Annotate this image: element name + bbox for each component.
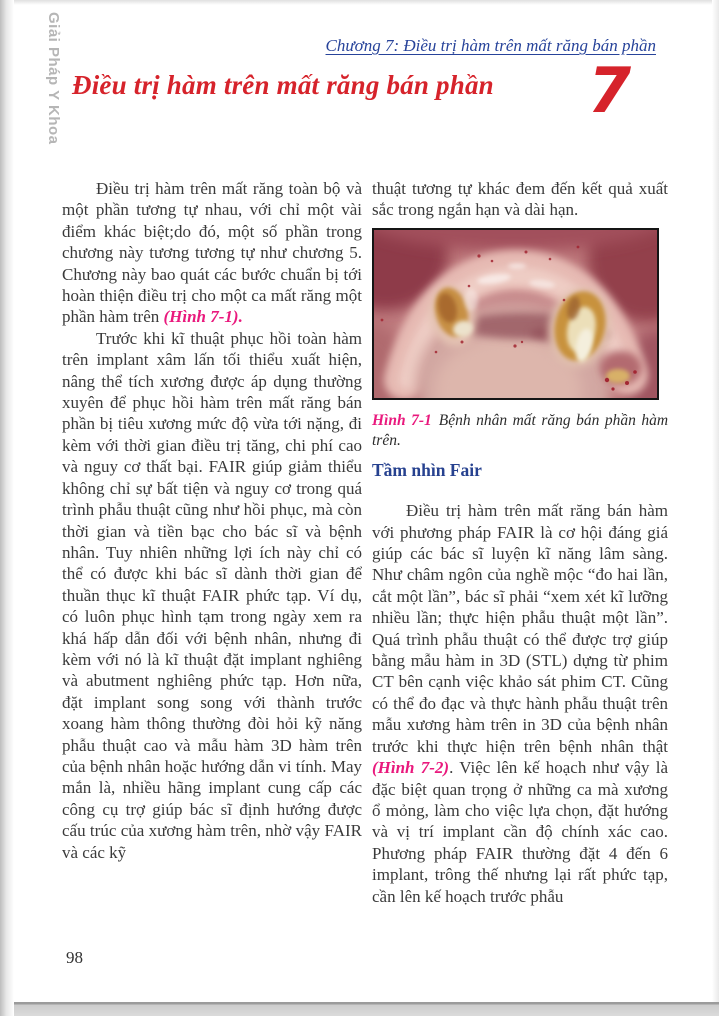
- figure-reference: (Hình 7-2): [372, 758, 450, 778]
- figure-reference: (Hình 7-1).: [163, 307, 243, 327]
- paragraph: [62, 328, 362, 863]
- clinical-photo-maxilla-icon: [372, 228, 659, 400]
- section-heading: Tầm nhìn Fair: [372, 459, 482, 480]
- figure-caption-label: Hình 7-1: [372, 411, 432, 429]
- paragraph-continuation: [372, 178, 668, 221]
- paragraph: [62, 178, 362, 328]
- figure-7-1: [372, 228, 668, 400]
- figure-caption-text: Bệnh nhân mất răng bán phần hàm trên.: [372, 411, 669, 449]
- running-header: Chương 7: Điều trị hàm trên mất răng bán phần: [325, 36, 656, 55]
- page-number: 98: [66, 948, 83, 967]
- text-segment: Điều trị hàm trên mất răng bán hàm với phương pháp FAIR là cơ hội đáng giá giúp các bác sĩ luyện kĩ năng lâm sàng. Như châm ngôn của nghề mộc “đo hai lần, cắt một lần”, bác sĩ phải “xem xét kĩ lưỡng nhiều lần; thực hiện phẫu thuật một lần”. Quá trình phẫu thuật có thể được trợ giúp bằng mẫu hàm in 3D (STL) dựng từ phim CT bên cạnh việc khảo sát phim CT. Cũng có thể đo đạc và thực hành phẫu thuật trên mẫu xương hàm trên in 3D của bệnh nhân trước khi thực hiện trên bệnh nhân thật: [372, 501, 668, 756]
- left-text-column: [62, 178, 362, 863]
- page-edge-bottom: [0, 1002, 719, 1016]
- page-edge-right: [712, 0, 719, 1016]
- page-edge-top: [0, 0, 719, 5]
- text-segment: thuật tương tự khác đem đến kết quả xuất sắc trong ngắn hạn và dài hạn.: [372, 179, 668, 220]
- paragraph: [372, 500, 668, 907]
- right-text-column: [372, 178, 668, 907]
- chapter-number: 7: [588, 54, 632, 127]
- chapter-title: Điều trị hàm trên mất răng bán phần: [72, 70, 494, 100]
- page-edge-left: [0, 0, 14, 1016]
- text-segment: . Việc lên kế hoạch như vậy là đặc biệt quan trọng ở những ca mà xương ổ mỏng, làm cho việc lựa chọn, đặt hướng và vị trí implant cần độ chính xác cao. Phương pháp FAIR thường đặt 4 đến 6 implant, trông thế nhưng lại rất phức tạp, cần lên kế hoạch trước phẫu: [372, 758, 668, 906]
- figure-caption: [372, 411, 668, 451]
- text-segment: Điều trị hàm trên mất răng toàn bộ và một phần tương tự nhau, với chỉ một vài điểm khác biệt;do đó, một số phần trong chương này tương tương tự như chương 5. Chương này bao quát các bước chuẩn bị tới hoàn thiện điều trị cho một ca mất răng một phần hàm trên: [62, 179, 362, 327]
- publisher-watermark: Giải Pháp Y Khoa: [45, 12, 62, 145]
- text-segment: Trước khi kĩ thuật phục hồi toàn hàm trên implant xâm lấn tối thiểu xuất hiện, nâng thể tích xương được áp dụng thường xuyên để phục hồi hàm trên mất răng bán phần bị tiêu xương mức độ vừa tới nặng, đi kèm với thời gian điều trị tăng, chi phí cao và nguy cơ thất bại. FAIR giúp giảm thiểu không chỉ sự bất tiện và nguy cơ trong quá trình phẫu thuật cũng như hồi phục, mà còn thời gian và tiền bạc cho bác sĩ và bệnh nhân. Tuy nhiên những lợi ích này chỉ có thể có được khi bác sĩ dành thời gian để thuần thục kĩ thuật FAIR phức tạp. Ví dụ, có luôn phục hình tạm trong ngày xem ra khá hấp dẫn đối với bệnh nhân, nhưng đi kèm với nó là kĩ thuật đặt implant nghiêng và abutment nghiêng phức tạp. Hơn nữa, đặt implant song song với thành trước xoang hàm thông thường đòi hỏi kỹ năng phẫu thuật cao và mẫu hàm 3D hàm trên của bệnh nhân hoặc hướng dẫn vi tính. May mắn là, nhiều hãng implant cung cấp các công cụ trợ giúp bác sĩ định hướng được cấu trúc của xương hàm trên, nhờ vậy FAIR và các kỹ: [62, 328, 362, 862]
